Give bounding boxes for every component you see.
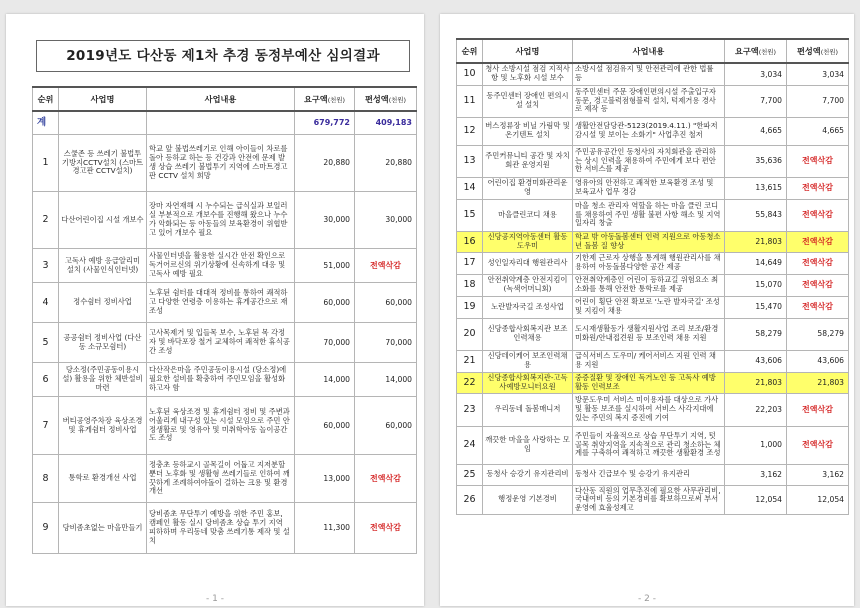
table-row bbox=[33, 397, 417, 455]
row-request-amount: 51,000 bbox=[295, 249, 355, 283]
row-rank: 4 bbox=[33, 283, 59, 323]
row-request-amount: 70,000 bbox=[295, 323, 355, 363]
row-project-content: 다산동 직원의 업무추진에 필요한 사무관리비, 국내여비 등의 기본경비를 확보하므로써 부서 운영에 효율성제고 bbox=[573, 485, 725, 515]
row-rank: 2 bbox=[33, 192, 59, 249]
row-project-content: 기한제 근로자 상행을 통계해 행원관리사를 채용하여 아동돌봄다양한 공간 제공 bbox=[573, 252, 725, 274]
row-project-name: 동주민센터 장애인 편의시설 설치 bbox=[483, 85, 573, 117]
row-request-amount: 11,300 bbox=[295, 503, 355, 554]
row-project-name: 어린이집 환경미화관리운영 bbox=[483, 177, 573, 199]
row-final-amount-cut: 전액삭감 bbox=[787, 231, 849, 252]
row-project-name: 공공쉼터 정비사업 (다산동 소규모쉼터) bbox=[59, 323, 147, 363]
row-rank: 6 bbox=[33, 363, 59, 397]
table-row bbox=[457, 372, 849, 393]
row-final-amount: 70,000 bbox=[355, 323, 417, 363]
row-project-name: 청사 소방시설 점검 지적사항 및 노후화 시설 보수 bbox=[483, 63, 573, 85]
row-project-name: 노란발자국길 조성사업 bbox=[483, 296, 573, 318]
row-project-name: 행정운영 기본경비 bbox=[483, 485, 573, 515]
row-project-content: 영유아의 안전하고 쾌적한 보육환경 조성 및 보육교사 업무 경감 bbox=[573, 177, 725, 199]
row-project-content: 다산작은마을 주민공동이용시설 (당소정)에 필요한 설비를 확충하여 주민모임을 활성화하고자 함 bbox=[147, 363, 295, 397]
row-project-content: 소방시설 점검유지 및 안전관리에 관한 법률 등 bbox=[573, 63, 725, 85]
table-header-row bbox=[33, 87, 417, 111]
table-header-row bbox=[457, 39, 849, 63]
row-rank: 11 bbox=[457, 85, 483, 117]
page-number: - 1 - bbox=[206, 594, 224, 604]
row-request-amount: 30,000 bbox=[295, 192, 355, 249]
row-project-content: 노후된 육상조경 및 휴게쉼터 정비 및 주변과 어울리게 내구성 있는 시설 모임으로 주민 안정생활로 및 영유아 및 미취학아동 놀이공간도 조성 bbox=[147, 397, 295, 455]
row-rank: 10 bbox=[457, 63, 483, 85]
row-project-content: 동주민센터 주문 장애인편의시설 주출입구자동문, 경고블럭점형블럭 설치, 턱제거용 경사로 제작 등 bbox=[573, 85, 725, 117]
row-project-content: 어린이 횡단 안전 확보로 '노란 발자국길' 조성 및 지킴이 채용 bbox=[573, 296, 725, 318]
table-row bbox=[457, 177, 849, 199]
row-request-amount: 13,615 bbox=[725, 177, 787, 199]
document-page-1 bbox=[6, 14, 424, 606]
table-row bbox=[457, 274, 849, 296]
row-final-amount-cut: 전액삭감 bbox=[355, 249, 417, 283]
row-project-content: 사물인터넷을 활용한 실시간 안전 확인으로 독거어르신의 위기상황에 신속하게 대응 및 고독사 예방 필요 bbox=[147, 249, 295, 283]
row-rank: 14 bbox=[457, 177, 483, 199]
row-project-name: 당소정(주민공동이용시설) 활용을 위한 체반설비 마련 bbox=[59, 363, 147, 397]
row-rank: 12 bbox=[457, 117, 483, 145]
row-final-amount-cut: 전액삭감 bbox=[787, 145, 849, 177]
table-row bbox=[33, 363, 417, 397]
row-rank: 20 bbox=[457, 318, 483, 350]
row-rank: 15 bbox=[457, 199, 483, 231]
row-final-amount-cut: 전액삭감 bbox=[787, 426, 849, 464]
total-label: 계 bbox=[33, 111, 59, 135]
table-row bbox=[457, 393, 849, 426]
row-request-amount: 43,606 bbox=[725, 350, 787, 372]
row-request-amount: 21,803 bbox=[725, 231, 787, 252]
table-row bbox=[457, 63, 849, 85]
row-project-name: 성인일자리대 행원관리사 bbox=[483, 252, 573, 274]
row-final-amount-cut: 전액삭감 bbox=[355, 503, 417, 554]
table-row bbox=[457, 117, 849, 145]
row-request-amount: 21,803 bbox=[725, 372, 787, 393]
row-request-amount: 22,203 bbox=[725, 393, 787, 426]
row-project-content: 학교 앞 불법쓰레기로 인해 아이들이 차로를 돌아 등하교 하는 등 건강과 안전에 문제 발생 상습 쓰레기 불법투기 지역에 스마트경고판 CCTV 설치 희망 bbox=[147, 135, 295, 192]
row-final-amount-cut: 전액삭감 bbox=[787, 199, 849, 231]
table-row bbox=[33, 192, 417, 249]
row-request-amount: 60,000 bbox=[295, 283, 355, 323]
row-rank: 1 bbox=[33, 135, 59, 192]
row-request-amount: 3,162 bbox=[725, 464, 787, 485]
header-request-unit: (천원) bbox=[758, 47, 777, 56]
row-project-name: 정수쉼터 정비사업 bbox=[59, 283, 147, 323]
row-project-content: 정충초 등하교시 골목길이 어둡고 지저분할 뿐더 노후화 및 생활형 쓰레기들로 인하여 깨끗하게 조례하여야돌이 걸하는 크용 및 환경개선 bbox=[147, 455, 295, 503]
table-row bbox=[33, 503, 417, 554]
table-row bbox=[457, 231, 849, 252]
row-request-amount: 35,636 bbox=[725, 145, 787, 177]
row-project-content: 급식서비스 도우미/ 케어서비스 지원 인력 채용 지원 bbox=[573, 350, 725, 372]
row-request-amount: 3,034 bbox=[725, 63, 787, 85]
table-row bbox=[457, 318, 849, 350]
row-project-content: 마을 청소 관리자 역할을 하는 마을 클린 코디를 채용하여 주민 생활 불편 사항 해소 및 지역 일자리 창출 bbox=[573, 199, 725, 231]
table-row bbox=[457, 485, 849, 515]
row-final-amount: 3,162 bbox=[787, 464, 849, 485]
row-final-amount: 12,054 bbox=[787, 485, 849, 515]
page-number: - 2 - bbox=[638, 594, 656, 604]
row-final-amount: 7,700 bbox=[787, 85, 849, 117]
header-project-name: 사업명 bbox=[483, 39, 573, 63]
row-project-name: 마을클린코디 채용 bbox=[483, 199, 573, 231]
row-final-amount: 14,000 bbox=[355, 363, 417, 397]
row-final-amount: 3,034 bbox=[787, 63, 849, 85]
header-rank: 순위 bbox=[33, 87, 59, 111]
row-rank: 19 bbox=[457, 296, 483, 318]
row-project-content: 당비좀초 무단투기 예방을 위한 주민 홍보, 캠페인 활동 실시 당비좀초 상습 투기 지역 피하하며 우리동네 맞춤 쓰레기통 제작 및 설치 bbox=[147, 503, 295, 554]
total-request: 679,772 bbox=[295, 111, 355, 135]
row-project-name: 버스정류장 비닐 가림막 및 온기텐트 설치 bbox=[483, 117, 573, 145]
row-request-amount: 12,054 bbox=[725, 485, 787, 515]
row-final-amount-cut: 전액삭감 bbox=[787, 274, 849, 296]
row-final-amount: 30,000 bbox=[355, 192, 417, 249]
row-request-amount: 15,470 bbox=[725, 296, 787, 318]
row-project-content: 장마 자연재해 시 누수되는 급식실과 보일러실 부분적으로 개보수를 진행해 왔으나 누수가 악화되는 등 아동들의 보육환경이 위협받고 있어 개보수 필요 bbox=[147, 192, 295, 249]
table-row bbox=[457, 145, 849, 177]
row-rank: 16 bbox=[457, 231, 483, 252]
document-page-2 bbox=[440, 14, 854, 606]
header-rank: 순위 bbox=[457, 39, 483, 63]
row-rank: 26 bbox=[457, 485, 483, 515]
total-final: 409,183 bbox=[355, 111, 417, 135]
row-final-amount-cut: 전액삭감 bbox=[787, 252, 849, 274]
row-project-content: 주민들이 자율적으로 상습 무단투기 지역, 텃골목 취약지역을 지속적으로 관리 청소하는 체계를 구축하여 쾌적하고 깨끗한 생활환경 조성 bbox=[573, 426, 725, 464]
row-rank: 25 bbox=[457, 464, 483, 485]
row-project-content: 학교 밖 아동돌봄센터 인력 지원으로 아동청소년 돌봄 질 향상 bbox=[573, 231, 725, 252]
table-row bbox=[457, 350, 849, 372]
table-row bbox=[457, 85, 849, 117]
row-rank: 24 bbox=[457, 426, 483, 464]
total-empty-name bbox=[59, 111, 147, 135]
row-rank: 18 bbox=[457, 274, 483, 296]
row-request-amount: 20,880 bbox=[295, 135, 355, 192]
header-final-label: 편성액 bbox=[796, 45, 821, 56]
row-final-amount-cut: 전액삭감 bbox=[787, 177, 849, 199]
row-rank: 9 bbox=[33, 503, 59, 554]
budget-table-page-1 bbox=[32, 86, 417, 554]
row-project-name: 통학로 환경개선 사업 bbox=[59, 455, 147, 503]
row-rank: 23 bbox=[457, 393, 483, 426]
row-project-content: 안전취약계층인 어린이 등하교길 위험요소 최소화를 통해 안전한 통학로를 제공 bbox=[573, 274, 725, 296]
row-project-name: 신당공지역아동센터 활동도우미 bbox=[483, 231, 573, 252]
row-final-amount-cut: 전액삭감 bbox=[787, 296, 849, 318]
row-final-amount-cut: 전액삭감 bbox=[355, 455, 417, 503]
row-project-content: 주민공유공간인 동청사의 자치회관을 관리하는 상시 인력을 채용하여 주민에게 보다 편안한 서비스를 제공 bbox=[573, 145, 725, 177]
row-project-name: 주민커뮤니티 공간 및 자치회관 운영지원 bbox=[483, 145, 573, 177]
row-rank: 22 bbox=[457, 372, 483, 393]
row-request-amount: 1,000 bbox=[725, 426, 787, 464]
row-rank: 7 bbox=[33, 397, 59, 455]
row-project-content: 중증질환 및 장애인 독거노인 등 고독사 예방활동 인력보조 bbox=[573, 372, 725, 393]
header-request-amount bbox=[295, 87, 355, 111]
header-final-amount bbox=[787, 39, 849, 63]
header-project-content: 사업내용 bbox=[573, 39, 725, 63]
row-request-amount: 7,700 bbox=[725, 85, 787, 117]
row-project-name: 스쿨존 등 쓰레기 불법투기방지CCTV설치 (스마트경고판 CCTV설치) bbox=[59, 135, 147, 192]
row-project-name: 신당종합사회복지관 보조인력채용 bbox=[483, 318, 573, 350]
row-project-content: 노후된 쉼터를 대대적 정비를 통하여 쾌적하고 다양한 연령층 이용하는 휴게공간으로 재조성 bbox=[147, 283, 295, 323]
header-final-label: 편성액 bbox=[364, 93, 389, 104]
table-row bbox=[33, 249, 417, 283]
table-row bbox=[457, 252, 849, 274]
row-request-amount: 60,000 bbox=[295, 397, 355, 455]
header-final-unit: (천원) bbox=[388, 95, 407, 104]
row-project-content: 생활안전담당관-5123(2019.4.11.) "한파저감시설 및 보이는 소화기" 사업추진 철저 bbox=[573, 117, 725, 145]
row-request-amount: 4,665 bbox=[725, 117, 787, 145]
total-row bbox=[33, 111, 417, 135]
row-project-content: 방문도우미 서비스 미이용자를 대상으로 가사 및 활동 보조를 실시하여 서비스 사각지대에 있는 주민의 복지 증진에 기여 bbox=[573, 393, 725, 426]
table-row bbox=[457, 426, 849, 464]
table-row bbox=[457, 199, 849, 231]
row-final-amount: 20,880 bbox=[355, 135, 417, 192]
header-request-label: 요구액 bbox=[734, 45, 759, 56]
header-project-name: 사업명 bbox=[59, 87, 147, 111]
row-project-content: 도시재생활동가 생활지원사업 조리 보조/환경미화원/안내접견원 등 보조인력 채용 지원 bbox=[573, 318, 725, 350]
row-project-name: 우리동네 돌봄매니저 bbox=[483, 393, 573, 426]
row-project-content: 동청사 긴급보수 및 승강기 유지관리 bbox=[573, 464, 725, 485]
row-rank: 8 bbox=[33, 455, 59, 503]
row-request-amount: 15,070 bbox=[725, 274, 787, 296]
row-rank: 13 bbox=[457, 145, 483, 177]
row-rank: 5 bbox=[33, 323, 59, 363]
row-final-amount: 60,000 bbox=[355, 397, 417, 455]
table-row bbox=[457, 296, 849, 318]
header-final-unit: (천원) bbox=[820, 47, 839, 56]
row-final-amount: 60,000 bbox=[355, 283, 417, 323]
row-rank: 21 bbox=[457, 350, 483, 372]
table-row bbox=[33, 135, 417, 192]
table-row bbox=[33, 283, 417, 323]
total-empty-content bbox=[147, 111, 295, 135]
row-request-amount: 14,000 bbox=[295, 363, 355, 397]
row-project-name: 신당데이케어 보조인력채용 bbox=[483, 350, 573, 372]
row-final-amount-cut: 전액삭감 bbox=[787, 393, 849, 426]
document-title: 2019년도 다산동 제1차 추경 동정부예산 심의결과 bbox=[36, 40, 410, 72]
table-row bbox=[33, 323, 417, 363]
table-row bbox=[33, 455, 417, 503]
row-rank: 17 bbox=[457, 252, 483, 274]
row-request-amount: 58,279 bbox=[725, 318, 787, 350]
header-final-amount bbox=[355, 87, 417, 111]
table-row bbox=[457, 464, 849, 485]
row-project-name: 고독사 예방 응급알리미 설치 (사물인식인터넷) bbox=[59, 249, 147, 283]
header-request-unit: (천원) bbox=[327, 95, 346, 104]
header-project-content: 사업내용 bbox=[147, 87, 295, 111]
budget-table-page-2 bbox=[456, 38, 849, 515]
row-project-name: 다산어린이집 시설 개보수 bbox=[59, 192, 147, 249]
row-project-name: 버티공영주차장 육상조경 및 휴게쉼터 정비사업 bbox=[59, 397, 147, 455]
row-project-content: 고사목제거 및 입들목 보수, 노후된 목 각정자 및 바닥포장 철거 교체하여 쾌적한 휴식공간 조성 bbox=[147, 323, 295, 363]
row-project-name: 신당종합사회복지관-고독사예방모니터요원 bbox=[483, 372, 573, 393]
row-project-name: 동청사 승강기 유지관리비 bbox=[483, 464, 573, 485]
header-request-amount bbox=[725, 39, 787, 63]
row-project-name: 안전취약계층 안전지킴이 (녹색어머니회) bbox=[483, 274, 573, 296]
row-project-name: 깨끗한 마을을 사랑하는 모임 bbox=[483, 426, 573, 464]
row-project-name: 당비좀초없는 마을만들기 bbox=[59, 503, 147, 554]
row-request-amount: 13,000 bbox=[295, 455, 355, 503]
row-final-amount: 43,606 bbox=[787, 350, 849, 372]
row-rank: 3 bbox=[33, 249, 59, 283]
row-request-amount: 14,649 bbox=[725, 252, 787, 274]
row-final-amount: 4,665 bbox=[787, 117, 849, 145]
row-request-amount: 55,843 bbox=[725, 199, 787, 231]
row-final-amount: 21,803 bbox=[787, 372, 849, 393]
header-request-label: 요구액 bbox=[303, 93, 328, 104]
row-final-amount: 58,279 bbox=[787, 318, 849, 350]
